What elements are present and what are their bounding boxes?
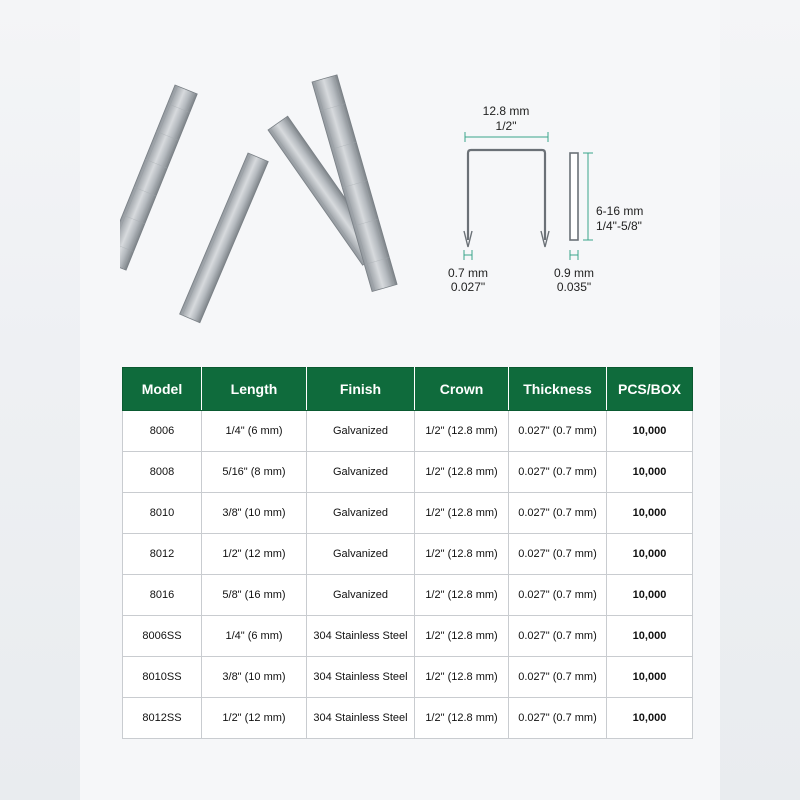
leg-mm-label: 0.7 mm	[447, 266, 489, 280]
cell-finish: Galvanized	[307, 534, 415, 575]
cell-crown: 1/2" (12.8 mm)	[415, 452, 509, 493]
crown-in-label: 1/2"	[495, 119, 517, 133]
cell-thickness: 0.027" (0.7 mm)	[509, 657, 607, 698]
cell-crown: 1/2" (12.8 mm)	[415, 575, 509, 616]
cell-finish: 304 Stainless Steel	[307, 698, 415, 739]
table-row	[123, 411, 693, 452]
cell-length: 1/4" (6 mm)	[202, 616, 307, 657]
cell-pcs-box: 10,000	[607, 452, 693, 493]
length-in-label: 1/4"-5/8"	[596, 219, 642, 233]
cell-crown: 1/2" (12.8 mm)	[415, 534, 509, 575]
cell-finish: Galvanized	[307, 493, 415, 534]
cell-pcs-box: 10,000	[607, 657, 693, 698]
cell-length: 3/8" (10 mm)	[202, 493, 307, 534]
thick-mm-label: 0.9 mm	[553, 266, 595, 280]
table-row	[123, 534, 693, 575]
leg-in-label: 0.027"	[450, 280, 486, 294]
cell-thickness: 0.027" (0.7 mm)	[509, 698, 607, 739]
cell-crown: 1/2" (12.8 mm)	[415, 616, 509, 657]
cell-length: 1/4" (6 mm)	[202, 411, 307, 452]
table-header-row	[123, 368, 693, 411]
cell-model: 8012SS	[123, 698, 202, 739]
header-finish: Finish	[307, 368, 415, 411]
cell-finish: Galvanized	[307, 411, 415, 452]
cell-finish: Galvanized	[307, 575, 415, 616]
table-row	[123, 616, 693, 657]
cell-thickness: 0.027" (0.7 mm)	[509, 534, 607, 575]
thick-in-label: 0.035"	[556, 280, 592, 294]
cell-length: 3/8" (10 mm)	[202, 657, 307, 698]
cell-model: 8006SS	[123, 616, 202, 657]
cell-pcs-box: 10,000	[607, 616, 693, 657]
cell-model: 8006	[123, 411, 202, 452]
table-row	[123, 575, 693, 616]
staple-outline	[468, 150, 545, 240]
staple-side-profile	[570, 153, 578, 240]
table-row	[123, 493, 693, 534]
table-row	[123, 657, 693, 698]
crown-mm-label: 12.8 mm	[482, 104, 530, 118]
cell-model: 8016	[123, 575, 202, 616]
cell-finish: 304 Stainless Steel	[307, 657, 415, 698]
cell-model: 8010	[123, 493, 202, 534]
cell-length: 5/16" (8 mm)	[202, 452, 307, 493]
cell-thickness: 0.027" (0.7 mm)	[509, 616, 607, 657]
header-crown: Crown	[415, 368, 509, 411]
table-row	[123, 698, 693, 739]
cell-length: 1/2" (12 mm)	[202, 534, 307, 575]
cell-finish: Galvanized	[307, 452, 415, 493]
staple-dimension-diagram	[430, 95, 660, 305]
cell-crown: 1/2" (12.8 mm)	[415, 698, 509, 739]
cell-thickness: 0.027" (0.7 mm)	[509, 493, 607, 534]
cell-pcs-box: 10,000	[607, 575, 693, 616]
length-mm-label: 6-16 mm	[596, 204, 644, 218]
header-model: Model	[123, 368, 202, 411]
cell-model: 8012	[123, 534, 202, 575]
spec-table	[122, 367, 693, 739]
cell-pcs-box: 10,000	[607, 411, 693, 452]
table-row	[123, 452, 693, 493]
cell-thickness: 0.027" (0.7 mm)	[509, 575, 607, 616]
cell-model: 8008	[123, 452, 202, 493]
cell-crown: 1/2" (12.8 mm)	[415, 411, 509, 452]
header-thickness: Thickness	[509, 368, 607, 411]
cell-finish: 304 Stainless Steel	[307, 616, 415, 657]
header-pcs-box: PCS/BOX	[607, 368, 693, 411]
cell-pcs-box: 10,000	[607, 698, 693, 739]
staple-strips-image	[120, 60, 440, 330]
cell-length: 5/8" (16 mm)	[202, 575, 307, 616]
cell-length: 1/2" (12 mm)	[202, 698, 307, 739]
cell-crown: 1/2" (12.8 mm)	[415, 493, 509, 534]
cell-thickness: 0.027" (0.7 mm)	[509, 411, 607, 452]
cell-pcs-box: 10,000	[607, 534, 693, 575]
header-length: Length	[202, 368, 307, 411]
cell-pcs-box: 10,000	[607, 493, 693, 534]
cell-crown: 1/2" (12.8 mm)	[415, 657, 509, 698]
cell-thickness: 0.027" (0.7 mm)	[509, 452, 607, 493]
cell-model: 8010SS	[123, 657, 202, 698]
